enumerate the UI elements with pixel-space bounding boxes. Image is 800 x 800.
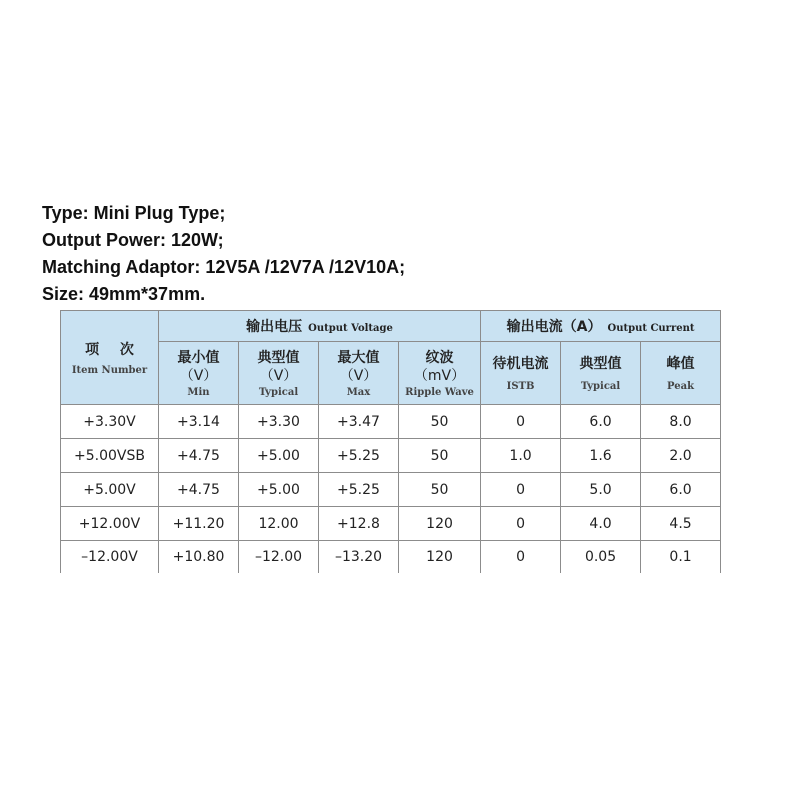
cell-ripple-wave: 120 bbox=[399, 541, 481, 574]
cell-current-peak: 4.5 bbox=[641, 507, 721, 541]
col-en: Peak bbox=[667, 380, 695, 392]
spec-output-power: Output Power: 120W; bbox=[42, 230, 224, 250]
col-en: Typical bbox=[580, 380, 621, 392]
cell-rail-label: +12.00V bbox=[61, 507, 159, 541]
col-voltage-typical bbox=[239, 342, 319, 405]
spec-size: Size: 49mm*37mm. bbox=[42, 284, 206, 304]
col-zh: 峰值 bbox=[666, 355, 695, 372]
table-row-rail-5vsb bbox=[61, 439, 721, 473]
cell-current-typical: 6.0 bbox=[561, 405, 641, 439]
col-en: ISTB bbox=[506, 380, 535, 392]
cell-current-typical: 0.05 bbox=[561, 541, 641, 574]
cell-current-typical: 4.0 bbox=[561, 507, 641, 541]
col-current-peak bbox=[641, 342, 721, 405]
cell-voltage-max: +5.25 bbox=[319, 473, 399, 507]
item-number-header-en: Item Number bbox=[71, 365, 148, 376]
item-number-header bbox=[61, 311, 159, 405]
table-row-rail-minus-12v bbox=[61, 541, 721, 574]
cell-current-typical: 5.0 bbox=[561, 473, 641, 507]
col-en: Min bbox=[187, 386, 210, 398]
cell-rail-label: –12.00V bbox=[61, 541, 159, 574]
cell-standby-current: 0 bbox=[481, 507, 561, 541]
cell-voltage-max: +3.47 bbox=[319, 405, 399, 439]
cell-current-peak: 8.0 bbox=[641, 405, 721, 439]
cell-standby-current: 0 bbox=[481, 405, 561, 439]
col-zh: 典型值 bbox=[257, 349, 300, 366]
col-zh: 典型值 bbox=[579, 355, 622, 372]
cell-ripple-wave: 120 bbox=[399, 507, 481, 541]
table-row-rail-12v bbox=[61, 507, 721, 541]
cell-current-peak: 0.1 bbox=[641, 541, 721, 574]
output-current-header-zh: 输出电流（A） bbox=[506, 319, 602, 335]
cell-voltage-min: +4.75 bbox=[159, 439, 239, 473]
col-unit: （V） bbox=[259, 367, 298, 384]
cell-ripple-wave: 50 bbox=[399, 439, 481, 473]
cell-voltage-typical: –12.00 bbox=[239, 541, 319, 574]
col-unit: （mV） bbox=[413, 367, 466, 384]
cell-current-peak: 6.0 bbox=[641, 473, 721, 507]
col-current-typical bbox=[561, 342, 641, 405]
spec-table-body bbox=[61, 405, 721, 574]
table-row-rail-5v bbox=[61, 473, 721, 507]
cell-voltage-max: +5.25 bbox=[319, 439, 399, 473]
col-ripple-wave bbox=[399, 342, 481, 405]
cell-ripple-wave: 50 bbox=[399, 405, 481, 439]
col-en: Ripple Wave bbox=[405, 386, 474, 398]
col-voltage-max bbox=[319, 342, 399, 405]
cell-standby-current: 1.0 bbox=[481, 439, 561, 473]
output-voltage-header-zh: 输出电压 bbox=[246, 319, 303, 335]
cell-voltage-max: +12.8 bbox=[319, 507, 399, 541]
cell-voltage-min: +3.14 bbox=[159, 405, 239, 439]
item-number-header-zh: 项 次 bbox=[85, 342, 142, 358]
cell-voltage-min: +11.20 bbox=[159, 507, 239, 541]
col-zh: 纹波 bbox=[425, 349, 454, 366]
cell-voltage-max: –13.20 bbox=[319, 541, 399, 574]
cell-voltage-typical: +5.00 bbox=[239, 439, 319, 473]
spec-matching-adaptor: Matching Adaptor: 12V5A /12V7A /12V10A; bbox=[42, 257, 406, 277]
cell-standby-current: 0 bbox=[481, 541, 561, 574]
cell-rail-label: +5.00V bbox=[61, 473, 159, 507]
table-row-rail-3v3 bbox=[61, 405, 721, 439]
spec-table bbox=[60, 310, 721, 573]
col-zh: 最大值 bbox=[337, 349, 380, 366]
col-en: Typical bbox=[258, 386, 299, 398]
cell-rail-label: +3.30V bbox=[61, 405, 159, 439]
output-current-header-en: Output Current bbox=[607, 323, 695, 334]
col-zh: 最小值 bbox=[177, 349, 220, 366]
cell-voltage-typical: 12.00 bbox=[239, 507, 319, 541]
spec-type: Type: Mini Plug Type; bbox=[42, 203, 226, 223]
output-voltage-header bbox=[159, 311, 481, 342]
cell-voltage-min: +4.75 bbox=[159, 473, 239, 507]
cell-standby-current: 0 bbox=[481, 473, 561, 507]
cell-rail-label: +5.00VSB bbox=[61, 439, 159, 473]
cell-current-typical: 1.6 bbox=[561, 439, 641, 473]
output-current-header bbox=[481, 311, 721, 342]
col-zh: 待机电流 bbox=[492, 355, 549, 372]
col-standby-current bbox=[481, 342, 561, 405]
col-unit: （V） bbox=[339, 367, 378, 384]
cell-voltage-typical: +3.30 bbox=[239, 405, 319, 439]
cell-current-peak: 2.0 bbox=[641, 439, 721, 473]
cell-ripple-wave: 50 bbox=[399, 473, 481, 507]
spec-list bbox=[42, 200, 405, 308]
col-voltage-min bbox=[159, 342, 239, 405]
cell-voltage-min: +10.80 bbox=[159, 541, 239, 574]
cell-voltage-typical: +5.00 bbox=[239, 473, 319, 507]
col-unit: （V） bbox=[179, 367, 218, 384]
col-en: Max bbox=[346, 386, 371, 398]
output-voltage-header-en: Output Voltage bbox=[308, 323, 393, 334]
